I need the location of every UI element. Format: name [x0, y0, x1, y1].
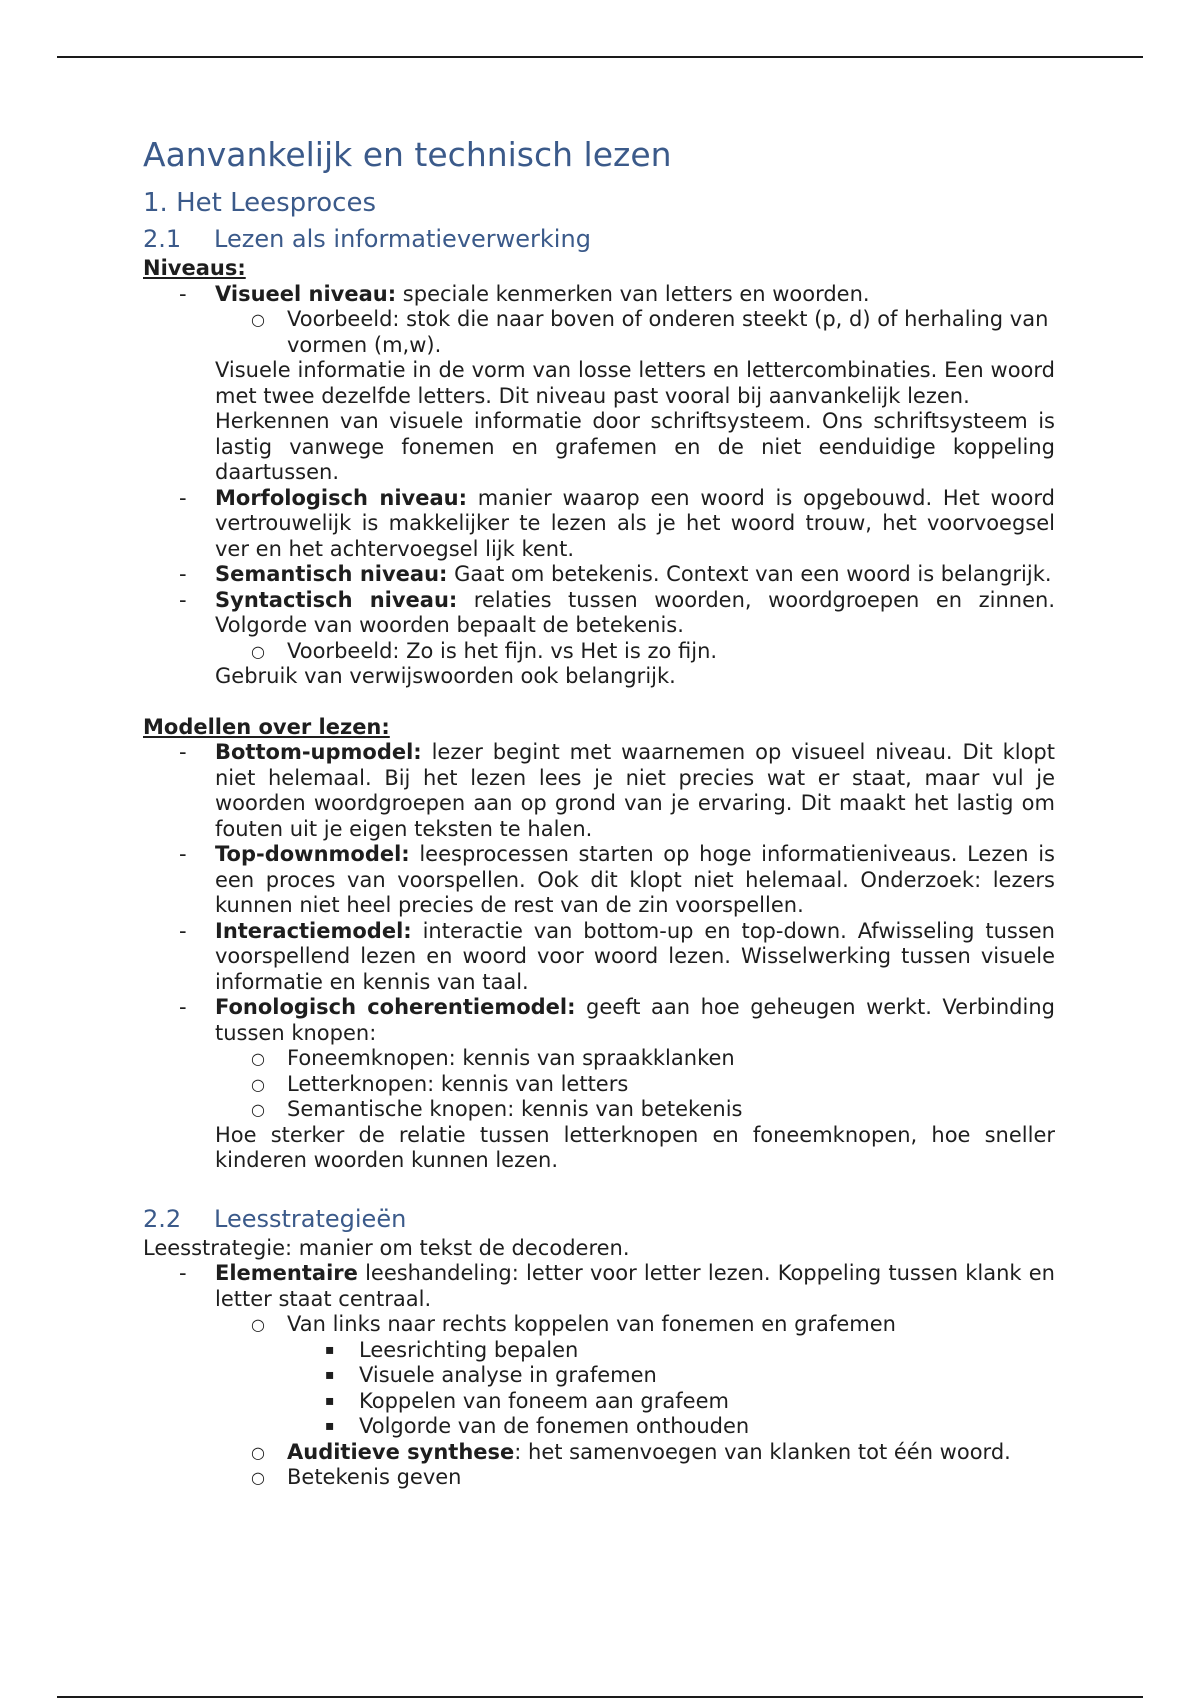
term-interactie: Interactiemodel: — [215, 918, 412, 943]
circle-bullet: ○ — [251, 1049, 265, 1068]
document-body — [143, 130, 1055, 1491]
term-topdown: Top-downmodel: — [215, 842, 410, 866]
dash-bullet: - — [179, 740, 187, 764]
term-syntactisch: Syntactisch niveau: — [215, 587, 458, 612]
sub-item-betekenis: ○ Betekenis geven — [251, 1465, 462, 1489]
paragraph-fonologisch: Hoe sterker de relatie tussen letterknopen en foneemknopen, hoe sneller kinderen woorden kunnen lezen. — [215, 1122, 1055, 1172]
sub-item-links-rechts: ○ Van links naar rechts koppelen van fonemen en grafemen — [251, 1312, 896, 1336]
list-item-elementaire: - Elementaire leeshandeling: letter voor letter lezen. Koppeling tussen klank en letter staat centraal. — [179, 1261, 1055, 1311]
circle-bullet: ○ — [251, 1468, 265, 1487]
sub-item-syntactisch-voorbeeld: ○ Voorbeeld: Zo is het fijn. vs Het is zo fijn. — [251, 638, 718, 663]
list-item-semantisch: - Semantisch niveau: Gaat om betekenis. Context van een woord is belangrijk. — [179, 562, 1052, 586]
dash-bullet: - — [179, 281, 187, 306]
circle-bullet: ○ — [251, 1442, 265, 1462]
term-bottomup: Bottom-upmodel: — [215, 740, 422, 764]
term-elementaire: Elementaire — [215, 1261, 358, 1285]
footer-rule — [57, 1696, 1143, 1698]
square-bullet: ▪ — [325, 1367, 335, 1383]
strategie-intro: Leesstrategie: manier om tekst de decoderen. — [143, 1235, 630, 1260]
sub-item-foneemknopen: ○ Foneemknopen: kennis van spraakklanken — [251, 1046, 735, 1070]
square-bullet: ▪ — [325, 1418, 335, 1434]
document-title: Aanvankelijk en technisch lezen — [143, 135, 672, 174]
niveaus-label: Niveaus: — [143, 256, 246, 280]
dash-bullet: - — [179, 1261, 187, 1285]
dash-bullet: - — [179, 587, 187, 612]
dash-bullet: - — [179, 485, 187, 510]
subsub-item-koppelen: ▪ Koppelen van foneem aan grafeem — [325, 1388, 729, 1413]
circle-bullet: ○ — [251, 1315, 265, 1334]
square-bullet: ▪ — [325, 1341, 335, 1358]
term-auditieve-synthese: Auditieve synthese — [287, 1439, 515, 1464]
dash-bullet: - — [179, 562, 187, 586]
heading-het-leesproces: 1. Het Leesproces — [143, 188, 377, 218]
section-title: Leesstrategieën — [214, 1204, 407, 1233]
sub-item-auditieve-synthese: ○ Auditieve synthese: het samenvoegen van klanken tot één woord. — [251, 1439, 1011, 1464]
sub-item-letterknopen: ○ Letterknopen: kennis van letters — [251, 1071, 629, 1096]
dash-bullet: - — [179, 842, 187, 866]
circle-bullet: ○ — [251, 641, 265, 661]
circle-bullet: ○ — [251, 310, 265, 329]
square-bullet: ▪ — [325, 1392, 335, 1409]
heading-2-1 — [143, 222, 1055, 256]
sub-item-semantische-knopen: ○ Semantische knopen: kennis van betekenis — [251, 1097, 743, 1121]
paragraph-visueel-2: Herkennen van visuele informatie door schriftsysteem. Ons schriftsysteem is lastig vanwege fonemen en grafemen en de niet eenduidige koppeling daartussen. — [215, 409, 1055, 484]
section-title: Lezen als informatieverwerking — [214, 225, 591, 253]
header-rule — [57, 56, 1143, 58]
subsub-item-leesrichting: ▪ Leesrichting bepalen — [325, 1337, 579, 1362]
list-item-fonologisch: - Fonologisch coherentiemodel: geeft aan hoe geheugen werkt. Verbinding tussen knopen: — [179, 995, 1055, 1045]
section-number: 2.2 — [143, 1204, 182, 1233]
circle-bullet: ○ — [251, 1074, 265, 1094]
term-visueel: Visueel niveau: — [215, 281, 397, 306]
section-number: 2.1 — [143, 225, 182, 253]
term-fonologisch: Fonologisch coherentiemodel: — [215, 995, 576, 1019]
heading-2-2 — [143, 1202, 1055, 1236]
list-item-morfologisch: - Morfologisch niveau: manier waarop een woord is opgebouwd. Het woord vertrouwelijk is makkelijker te lezen als je het woord trouw, het voorvoegsel ver en het achtervoegsel lijk kent. — [179, 485, 1055, 561]
term-morfologisch: Morfologisch niveau: — [215, 485, 467, 510]
sub-item-visueel-voorbeeld: ○ Voorbeeld: stok die naar boven of onderen steekt (p, d) of herhaling van vormen (m,w). — [251, 307, 1049, 357]
list-item-bottomup: - Bottom-upmodel: lezer begint met waarnemen op visueel niveau. Dit klopt niet helemaal. Bij het lezen lees je niet precies wat er staat, maar vul je woorden woordgroepen aan op grond van je ervaring. Dit maakt het lastig om fouten uit je eigen teksten te halen. — [179, 740, 1055, 841]
paragraph-visueel-1: Visuele informatie in de vorm van losse letters en lettercombinaties. Een woord met twee dezelfde letters. Dit niveau past vooral bij aanvankelijk lezen. — [215, 358, 1055, 408]
term-semantisch: Semantisch niveau: — [215, 562, 448, 586]
list-item-syntactisch: - Syntactisch niveau: relaties tussen woorden, woordgroepen en zinnen. Volgorde van woorden bepaalt de betekenis. — [179, 587, 1055, 637]
dash-bullet: - — [179, 995, 187, 1019]
list-item-interactie: - Interactiemodel: interactie van bottom-up en top-down. Afwisseling tussen voorspellend lezen en woord voor woord lezen. Wisselwerking tussen visuele informatie en kennis van taal. — [179, 918, 1055, 994]
dash-bullet: - — [179, 918, 187, 943]
circle-bullet: ○ — [251, 1100, 265, 1119]
subsub-item-visuele-analyse: ▪ Visuele analyse in grafemen — [325, 1363, 657, 1387]
list-item-topdown: - Top-downmodel: leesprocessen starten op hoge informatieniveaus. Lezen is een proces van voorspellen. Ook dit klopt niet helemaal. Onderzoek: lezers kunnen niet heel precies de rest van de zin voorspellen. — [179, 842, 1055, 917]
modellen-label: Modellen over lezen: — [143, 714, 390, 739]
paragraph-syntactisch: Gebruik van verwijswoorden ook belangrijk. — [215, 664, 676, 688]
subsub-item-volgorde: ▪ Volgorde van de fonemen onthouden — [325, 1414, 750, 1438]
list-item-visueel: - Visueel niveau: speciale kenmerken van letters en woorden. — [179, 281, 870, 306]
